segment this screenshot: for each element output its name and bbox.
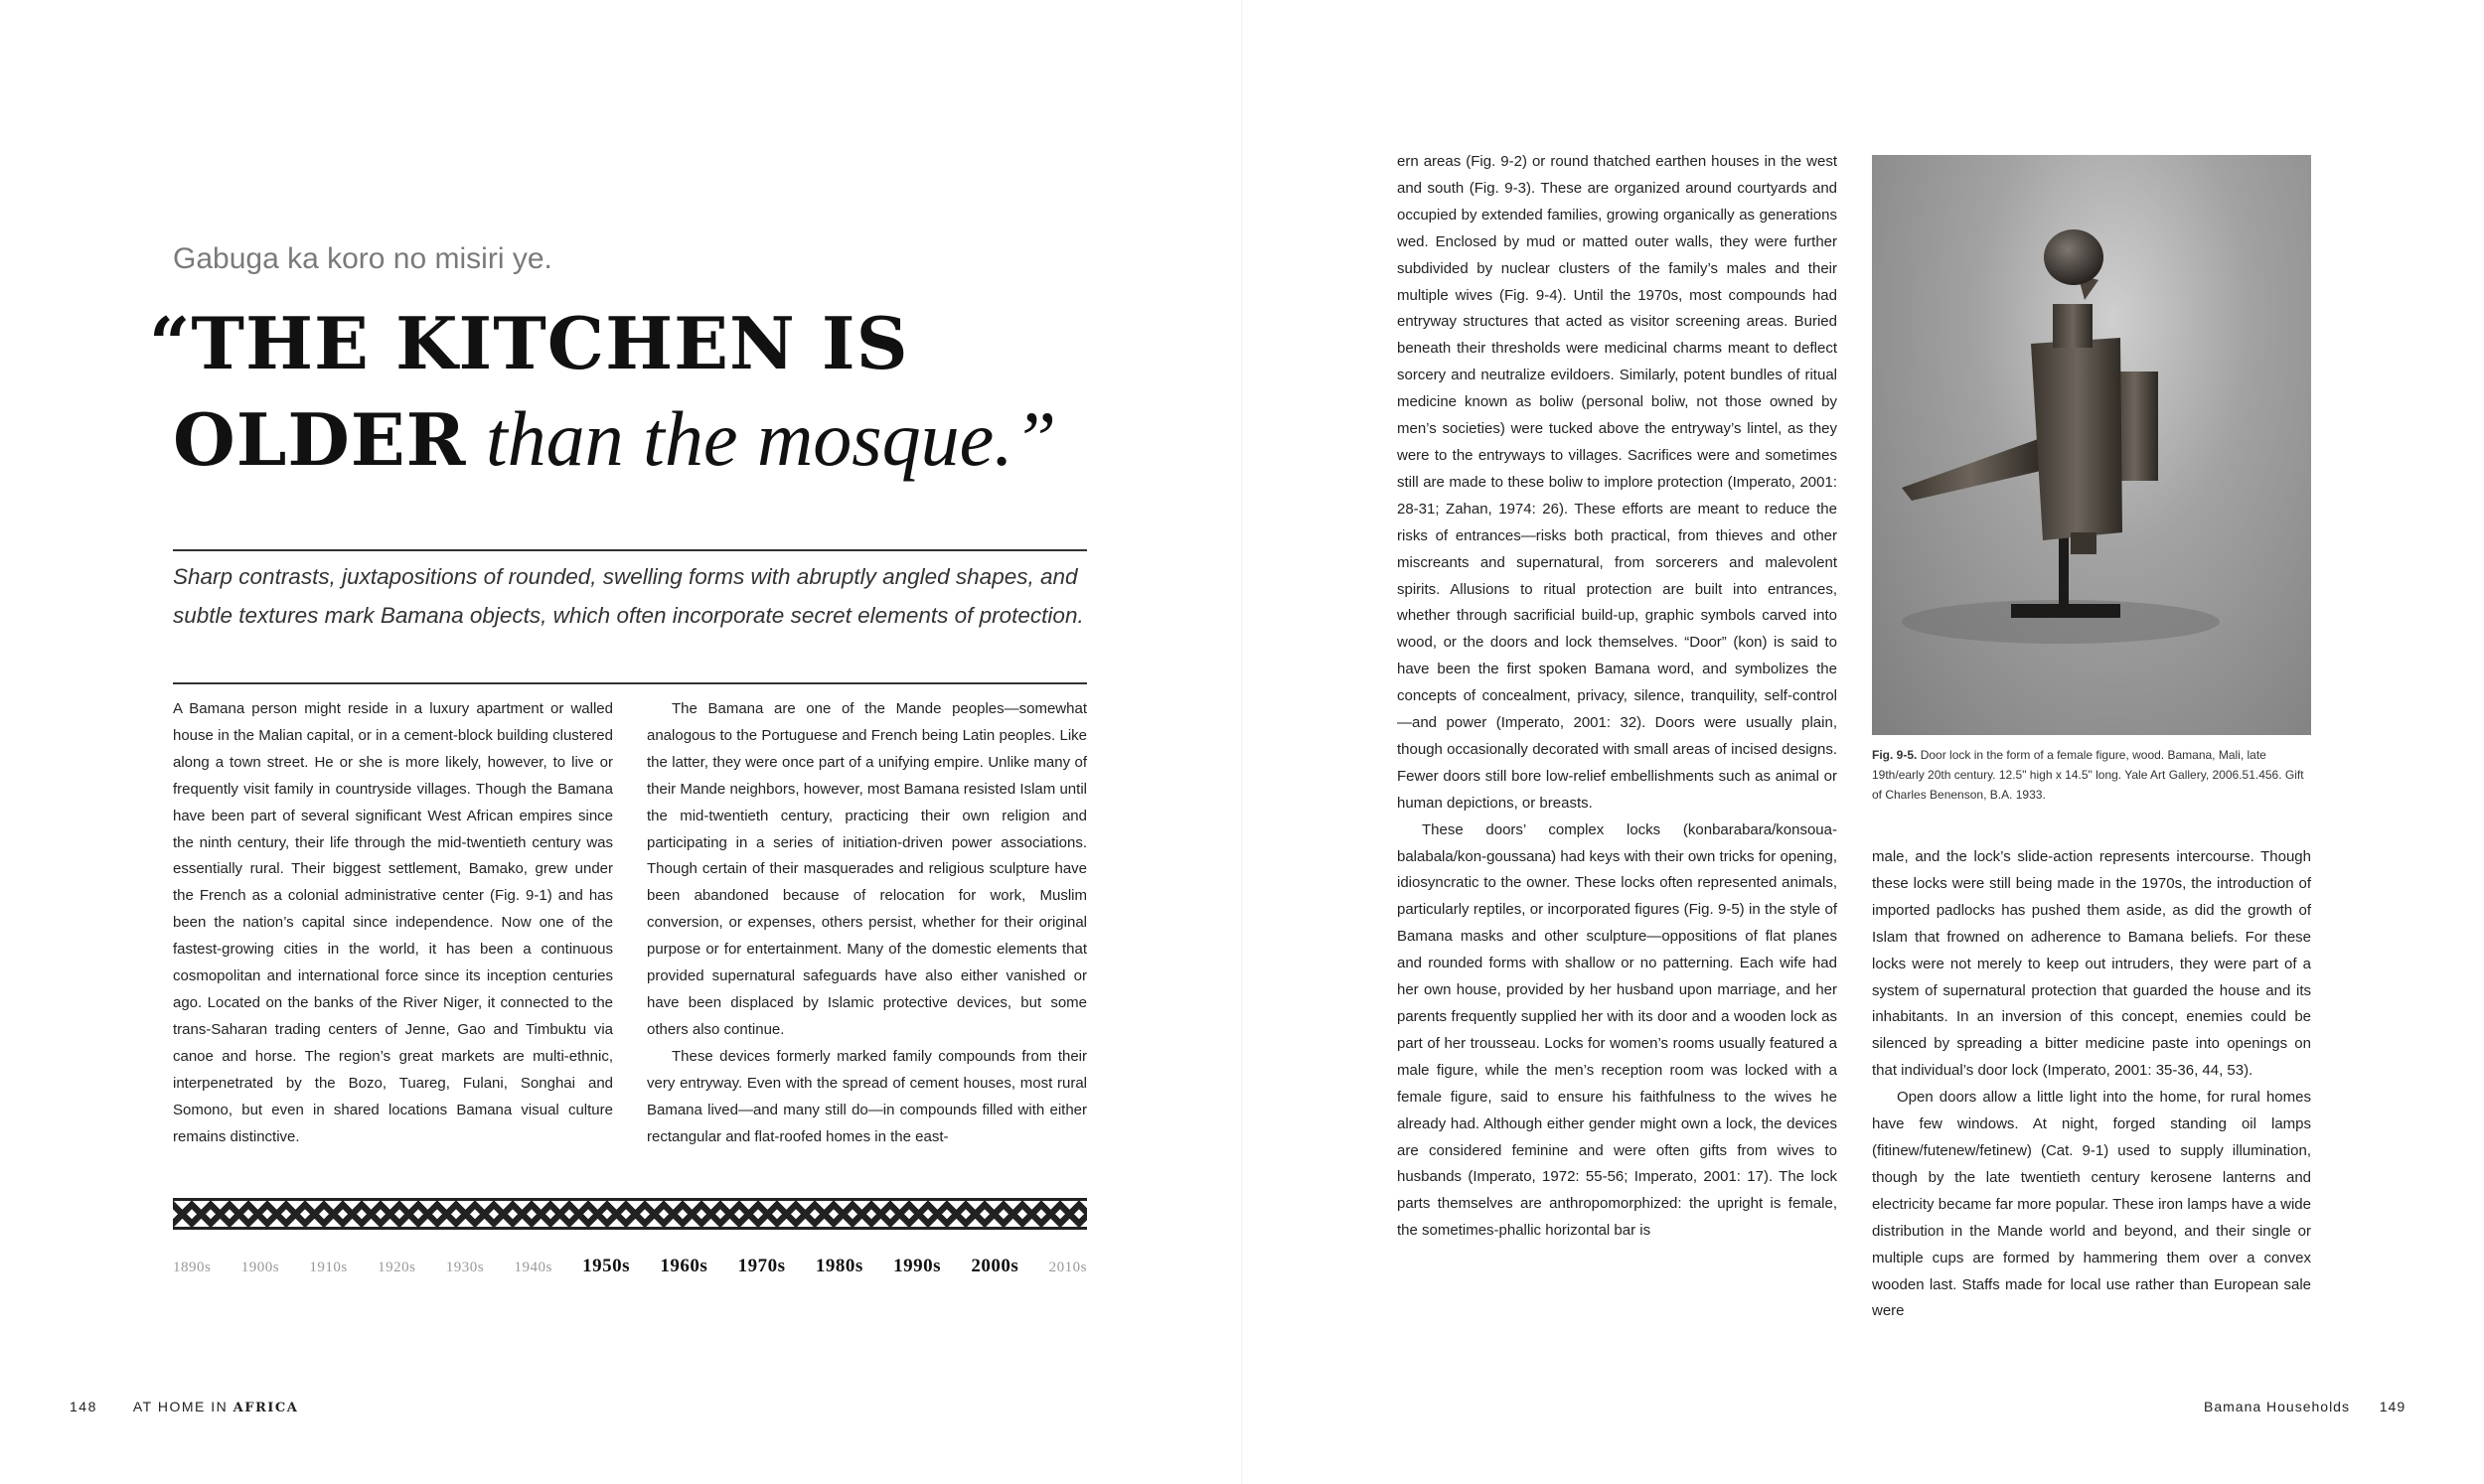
timeline-decade: 1890s — [173, 1260, 212, 1275]
headline-line1: “THE KITCHEN IS — [149, 301, 909, 385]
right-column-1 — [1397, 149, 1837, 1245]
paragraph: male, and the lock’s slide-action represents intercourse. Though these locks were still being made in the 1970s, the introduction of imported padlocks has pushed them aside, as did the growth of Islam that frowned on adherence to Bamana beliefs. For these locks were not merely to keep out intruders, they were part of a system of supernatural protection that guarded the house and its inhabitants. In an inversion of this concept, enemies could be silenced by spreading a bitter medicine paste into openings on that individual’s door lock (Imperato, 2001: 35-36, 44, 53). — [1872, 848, 2311, 1080]
right-column-2 — [1872, 844, 2311, 1325]
decorative-pattern-band — [173, 1198, 1087, 1230]
paragraph: These doors’ complex locks (konbarabara/konsoua-balabala/kon-goussana) had keys with their own tricks for opening, idiosyncratic to the owner. These locks often represented animals, particularly reptiles, or incorporated figures (Fig. 9-5) in the style of Bamana masks and other sculpture—oppositions of flat planes and rounded forms with shallow or no patterning. Each wife had her own house, provided by her husband upon marriage, and her parents frequently supplied her with its door and a wooden lock as part of her trousseau. Locks for women’s rooms usually featured a male figure, while the men’s reception room was locked with a female figure, said to ensure his faithfulness to the wives he already had. Although either gender might own a lock, the devices are considered feminine and were often gifts from wives to husbands (Imperato, 1972: 55-56; Imperato, 2001: 17). The lock parts themselves are anthropomorphized: the upright is female, the sometimes-phallic horizontal bar is — [1397, 820, 1837, 1240]
timeline-decade: 2000s — [971, 1256, 1019, 1276]
left-column-2 — [647, 696, 1087, 1150]
timeline-decade: 1910s — [309, 1260, 348, 1275]
decade-timeline — [173, 1256, 1087, 1277]
timeline-decade: 1920s — [378, 1260, 416, 1275]
page-number: 149 — [2379, 1399, 2406, 1414]
timeline-decade: 1970s — [737, 1256, 786, 1276]
lede-top-rule — [173, 549, 1087, 551]
door-lock-photo — [1872, 155, 2311, 735]
timeline-decade: 2010s — [1048, 1260, 1087, 1275]
headline — [149, 296, 1143, 488]
lede-bottom-rule — [173, 682, 1087, 684]
running-head: AT HOME IN — [132, 1399, 229, 1414]
timeline-decade: 1990s — [893, 1256, 942, 1276]
running-head: Bamana Households — [2204, 1399, 2350, 1414]
lede: Sharp contrasts, juxtapositions of rounded, swelling forms with abruptly angled shapes, and subtle textures mark Bamana objects, which often incorporate secret elements of protection. — [173, 564, 1084, 628]
timeline-decade: 1940s — [514, 1260, 552, 1275]
headline-bold: OLDER — [173, 397, 467, 482]
paragraph: These devices formerly marked family compounds from their very entryway. Even with the spread of cement houses, most rural Bamana lived—and many still do—in compounds filled with either rectangular and flat-roofed homes in the east- — [647, 1047, 1087, 1145]
running-head-bold: AFRICA — [233, 1401, 299, 1415]
timeline-decade: 1950s — [582, 1256, 631, 1276]
right-page — [1242, 0, 2484, 1484]
caption-label: Fig. 9-5. — [1872, 748, 1918, 762]
caption-text: Door lock in the form of a female figure, wood. Bamana, Mali, late 19th/early 20th century. 12.5" high x 14.5" long. Yale Art Gallery, 2006.51.456. Gift of Charles Benenson, B.A. 1933. — [1872, 748, 2304, 802]
left-folio — [70, 1399, 298, 1415]
left-column-1 — [173, 696, 613, 1150]
timeline-decade: 1900s — [240, 1260, 280, 1275]
headline-italic: than the mosque.” — [466, 395, 1057, 482]
headline-line2 — [149, 391, 1143, 488]
proverb: Gabuga ka koro no misiri ye. — [173, 242, 552, 275]
paragraph: Open doors allow a little light into the home, for rural homes have few windows. At night, forged standing oil lamps (fitinew/futenew/fetinew) (Cat. 9-1) used to supply illumination, though by the late twentieth century kerosene lanterns and electricity became far more popular. These iron lamps have a wide distribution in the Mande world and beyond, and their single or multiple cups are formed by hammering them over a convex wooden last. Staffs made for local use rather than European sale were — [1872, 1089, 2311, 1320]
timeline-decade: 1960s — [660, 1256, 708, 1276]
timeline-decade: 1930s — [445, 1260, 485, 1275]
timeline-decade: 1980s — [815, 1256, 863, 1276]
paragraph: A Bamana person might reside in a luxury apartment or walled house in the Malian capital, or in a cement-block building clustered along a town street. He or she is more likely, however, to live or frequently visit family in countryside villages. Though the Bamana have been part of several significant West African empires since the ninth century, their life through the mid-twentieth century was essentially rural. Their biggest settlement, Bamako, grew under the French as a colonial administrative center (Fig. 9-1) and has been the nation’s capital since independence. Now one of the fastest-growing cities in the world, it has been a continuous cosmopolitan and international force since its inception centuries ago. Located on the banks of the River Niger, it connected to the trans-Saharan trading centers of Jenne, Gao and Timbuktu via canoe and horse. The region’s great markets are multi-ethnic, interpenetrated by the Bozo, Tuareg, Fulani, Songhai and Somono, but even in shared locations Bamana visual culture remains distinctive. — [173, 700, 613, 1145]
right-folio — [2204, 1399, 2406, 1414]
page-number: 148 — [70, 1399, 97, 1414]
paragraph: ern areas (Fig. 9-2) or round thatched earthen houses in the west and south (Fig. 9-3). These are organized around courtyards and occupied by extended families, growing organically as generations wed. Enclosed by mud or matted outer walls, they were further subdivided by nuclear clusters of the family’s males and their multiple wives (Fig. 9-4). Until the 1970s, most compounds had entryway structures that acted as visitor screening areas. Buried beneath their thresholds were medicinal charms meant to deflect sorcery and neutralize evildoers. Similarly, potent bundles of ritual medicine known as boliw (personal boliw, not those owned by men’s societies) were tucked above the entryway’s lintel, as they were to the entryways to villages. Sacrifices were and sometimes still are made to these boliw to implore protection (Imperato, 2001: 28-31; Zahan, 1974: 26). These efforts are meant to reduce the risks of entrances—risks both practical, from thieves and other miscreants and supernatural, from sorcerers and malevolent spirits. Allusions to ritual protection are built into entrances, whether through sacrificial build-up, graphic symbols carved into wood, or the doors and lock themselves. “Door” (kon) is said to have been the first spoken Bamana word, and symbolizes the concepts of concealment, privacy, silence, tranquility, self-control—and power (Imperato, 2001: 32). Doors were usually plain, though occasionally decorated with small areas of incised designs. Fewer doors still bore low-relief embellishments such as animal or human depictions, or breasts. — [1397, 153, 1837, 812]
figure-caption — [1872, 745, 2311, 805]
paragraph: The Bamana are one of the Mande peoples—somewhat analogous to the Portuguese and French being Latin peoples. Like the latter, they were once part of a unifying empire. Unlike many of their Mande neighbors, however, most Bamana resisted Islam until the mid-twentieth century, practicing their own religion and participating in a series of initiation-driven power associations. Though certain of their masquerades and religious sculpture have been abandoned because of relocation for work, Muslim conversion, or expenses, others persist, whether for their original purpose or for entertainment. Many of the domestic elements that provided supernatural safeguards have also either vanished or have been displaced by Islamic protective devices, but some others also continue. — [647, 700, 1087, 1038]
